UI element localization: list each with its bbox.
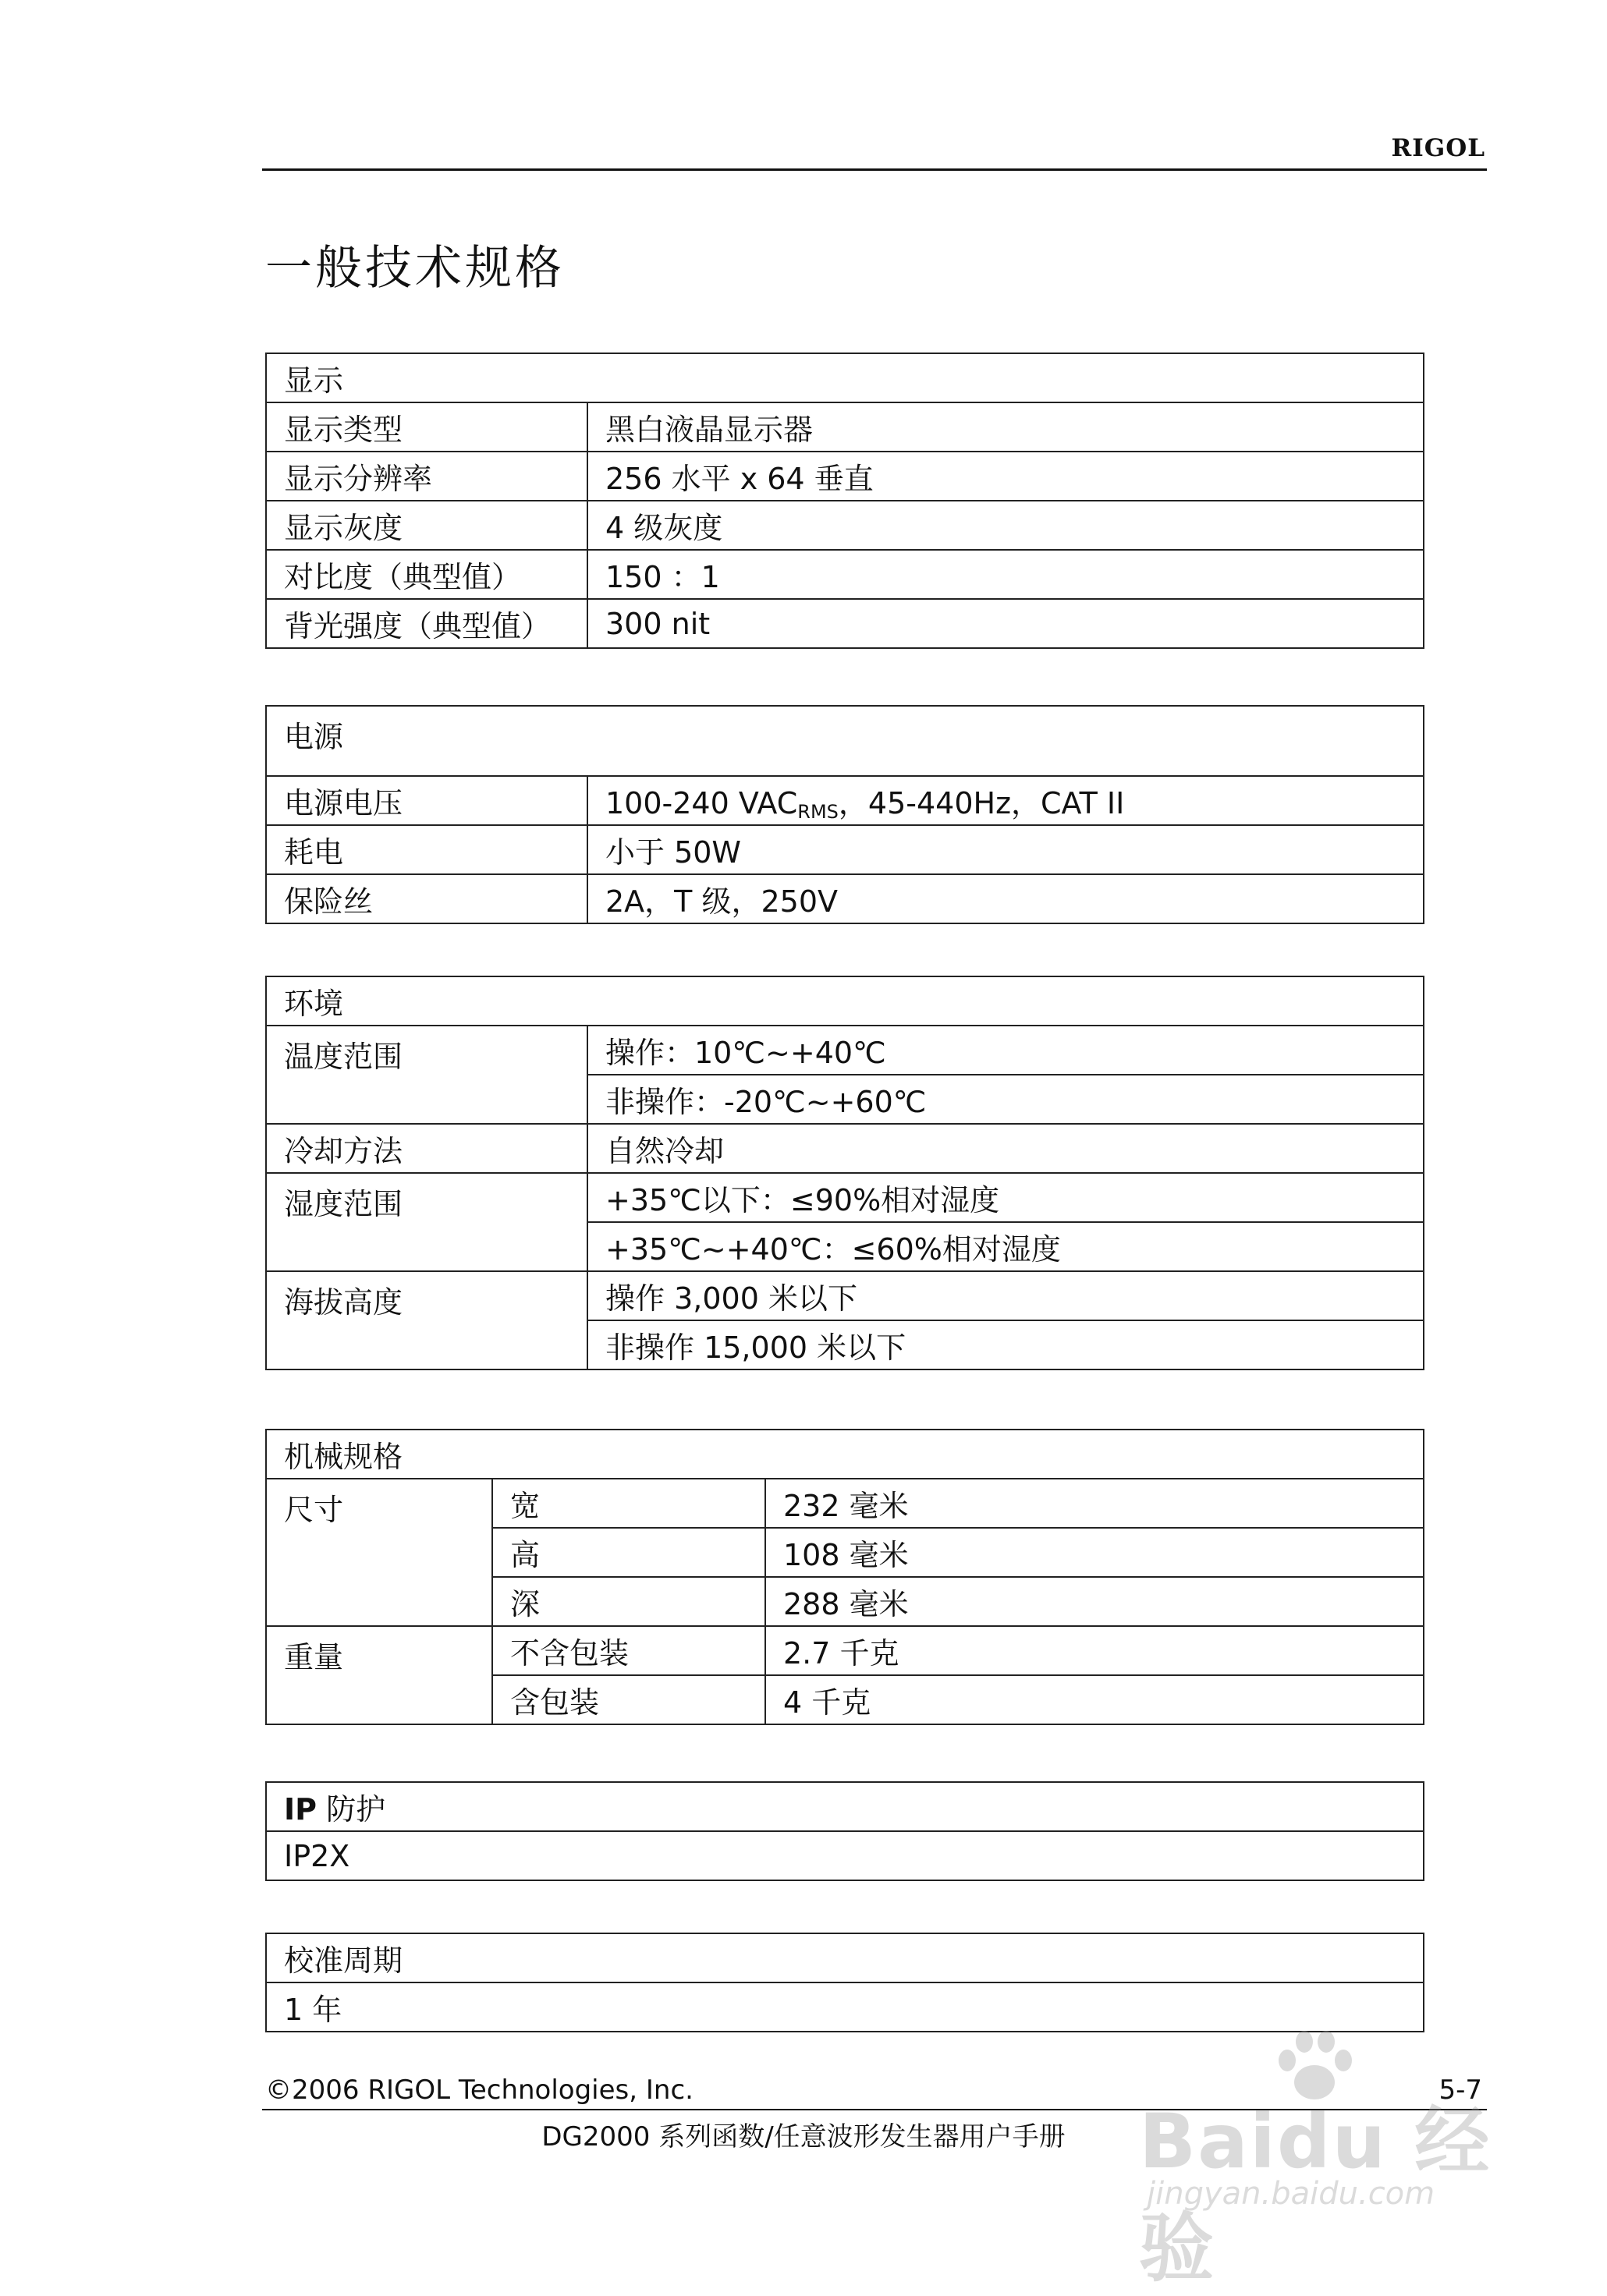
footer-copyright: ©2006 RIGOL Technologies, Inc. — [265, 2075, 694, 2106]
footer-manual-title: DG2000 系列函数/任意波形发生器用户手册 — [541, 2121, 1066, 2152]
spec-label: 显示分辨率 — [266, 452, 587, 501]
spec-label: 显示类型 — [266, 402, 587, 452]
voltage-value-subscript: RMS — [797, 800, 839, 823]
spec-sublabel: 深 — [492, 1577, 765, 1626]
spec-value: 黑白液晶显示器 — [587, 402, 1424, 452]
footer-page-number: 5-7 — [1438, 2075, 1482, 2106]
spec-value: 256 水平 x 64 垂直 — [587, 452, 1424, 501]
table-row — [266, 452, 1424, 501]
table-row — [266, 1173, 1424, 1222]
table-row — [266, 1831, 1424, 1880]
header-rule — [262, 168, 1487, 171]
spec-value: 288 毫米 — [765, 1577, 1424, 1626]
table-row — [266, 599, 1424, 648]
spec-label: 背光强度（典型值） — [266, 599, 587, 648]
table-row — [266, 1271, 1424, 1320]
voltage-value-prefix: 100-240 VAC — [605, 785, 798, 820]
spec-label: 湿度范围 — [266, 1173, 587, 1271]
mechanical-heading: 机械规格 — [266, 1430, 1424, 1479]
spec-value: 非操作 15,000 米以下 — [587, 1320, 1424, 1369]
spec-sublabel: 宽 — [492, 1479, 765, 1528]
spec-value: 4 级灰度 — [587, 501, 1424, 550]
calibration-heading: 校准周期 — [266, 1933, 1424, 1982]
spec-value: 操作：10℃~+40℃ — [587, 1026, 1424, 1075]
table-row — [266, 1026, 1424, 1075]
brand-logo-text: RIGOL — [1391, 134, 1485, 162]
spec-value: 2.7 千克 — [765, 1626, 1424, 1675]
calibration-spec-table — [265, 1933, 1424, 2032]
voltage-value-suffix: ，45-440Hz，CAT II — [838, 785, 1125, 820]
spec-value: 非操作：-20℃~+60℃ — [587, 1075, 1424, 1124]
watermark-url: jingyan.baidu.com — [1147, 2176, 1435, 2212]
ip-heading-rest: 防护 — [317, 1792, 386, 1827]
display-spec-table — [265, 353, 1424, 649]
spec-label: 电源电压 — [266, 776, 587, 825]
table-row — [266, 1626, 1424, 1675]
power-spec-table — [265, 705, 1424, 924]
spec-value: 自然冷却 — [587, 1124, 1424, 1173]
spec-value: 4 千克 — [765, 1675, 1424, 1724]
calibration-value: 1 年 — [266, 1982, 1424, 2032]
page-title: 一般技术规格 — [265, 241, 565, 296]
table-row — [266, 1982, 1424, 2032]
spec-label: 冷却方法 — [266, 1124, 587, 1173]
table-row — [266, 776, 1424, 825]
watermark-logo-text: Baidu 经验 — [1139, 2098, 1492, 2292]
spec-value: 操作 3,000 米以下 — [587, 1271, 1424, 1320]
table-row — [266, 1479, 1424, 1528]
spec-sublabel: 不含包装 — [492, 1626, 765, 1675]
spec-value: 300 nit — [587, 599, 1424, 648]
ip-spec-table — [265, 1781, 1424, 1881]
spec-value: +35℃以下：≤90%相对湿度 — [587, 1173, 1424, 1222]
ip-heading-bold: IP — [284, 1792, 317, 1827]
table-row — [266, 402, 1424, 452]
baidu-watermark — [1139, 2028, 1545, 2292]
ip-value: IP2X — [266, 1831, 1424, 1880]
spec-label: 重量 — [266, 1626, 492, 1724]
spec-label: 耗电 — [266, 825, 587, 874]
spec-value: 2A，T 级，250V — [587, 874, 1424, 923]
environment-heading: 环境 — [266, 976, 1424, 1026]
spec-value — [587, 776, 1424, 825]
mechanical-spec-table — [265, 1429, 1424, 1725]
table-row — [266, 550, 1424, 599]
power-heading: 电源 — [266, 706, 1424, 776]
table-row — [266, 825, 1424, 874]
spec-label: 保险丝 — [266, 874, 587, 923]
table-row — [266, 1124, 1424, 1173]
spec-value: 232 毫米 — [765, 1479, 1424, 1528]
environment-spec-table — [265, 976, 1424, 1370]
spec-label: 海拔高度 — [266, 1271, 587, 1369]
spec-value: 小于 50W — [587, 825, 1424, 874]
spec-label: 显示灰度 — [266, 501, 587, 550]
spec-value: +35℃~+40℃：≤60%相对湿度 — [587, 1222, 1424, 1271]
table-row — [266, 874, 1424, 923]
display-heading: 显示 — [266, 353, 1424, 402]
spec-label: 对比度（典型值） — [266, 550, 587, 599]
spec-sublabel: 含包装 — [492, 1675, 765, 1724]
spec-value: 108 毫米 — [765, 1528, 1424, 1577]
ip-heading — [266, 1782, 1424, 1831]
spec-sublabel: 高 — [492, 1528, 765, 1577]
table-row — [266, 501, 1424, 550]
spec-label: 温度范围 — [266, 1026, 587, 1124]
spec-label: 尺寸 — [266, 1479, 492, 1626]
spec-value: 150 ：1 — [587, 550, 1424, 599]
